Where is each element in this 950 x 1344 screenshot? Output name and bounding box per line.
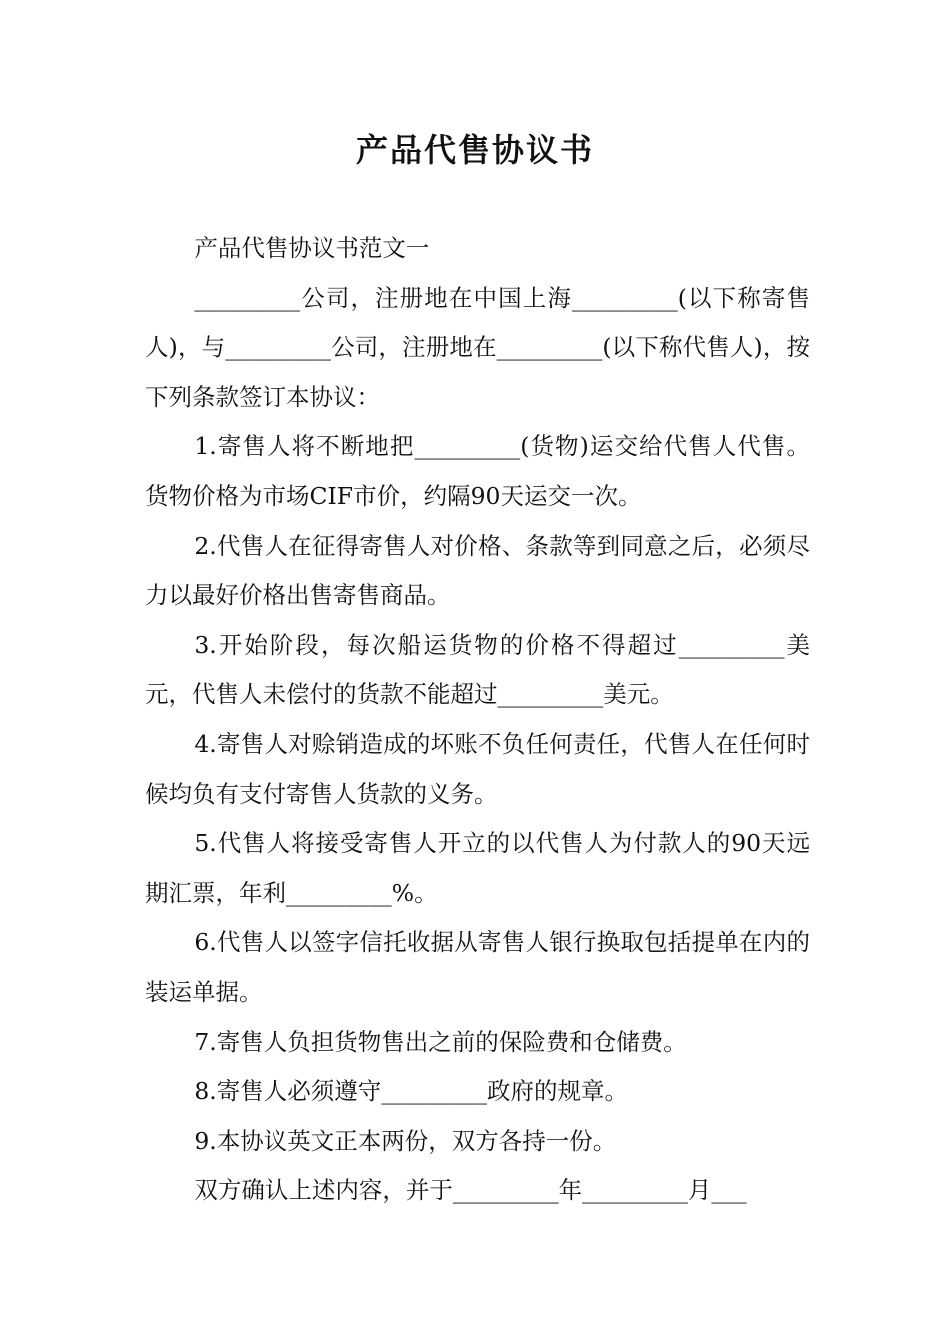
document-title: 产品代售协议书 — [355, 131, 594, 169]
paragraph-confirmation: 双方确认上述内容，并于_________年_________月___ — [194, 1176, 747, 1205]
clause-2: 2.代售人在征得寄售人对价格、条款等到同意之后，必须尽力以最好价格出售寄售商品。 — [145, 531, 810, 610]
clause-3: 3.开始阶段，每次船运货物的价格不得超过_________美元，代售人未偿付的货款不能超过_________美元。 — [145, 630, 810, 709]
clause-8: 8.寄售人必须遵守_________政府的规章。 — [194, 1077, 629, 1106]
paragraph-heading: 产品代售协议书范文一 — [194, 234, 430, 262]
document-body — [145, 224, 810, 1216]
paragraph-parties: _________公司，注册地在中国上海_________(以下称寄售人)，与_________公司，注册地在_________(以下称代售人)，按下列条款签订本协议： — [145, 283, 810, 411]
clause-4: 4.寄售人对赊销造成的坏账不负任何责任，代售人在任何时候均负有支付寄售人货款的义务。 — [145, 729, 810, 808]
clause-9: 9.本协议英文正本两份，双方各持一份。 — [194, 1126, 617, 1155]
clause-6: 6.代售人以签字信托收据从寄售人银行换取包括提单在内的装运单据。 — [145, 928, 810, 1006]
clause-7: 7.寄售人负担货物售出之前的保险费和仓储费。 — [194, 1027, 687, 1056]
clause-5: 5.代售人将接受寄售人开立的以代售人为付款人的90天远期汇票，年利_________%。 — [145, 829, 810, 907]
clause-1: 1.寄售人将不断地把_________(货物)运交给代售人代售。货物价格为市场CIF市价，约隔90天运交一次。 — [145, 432, 810, 510]
